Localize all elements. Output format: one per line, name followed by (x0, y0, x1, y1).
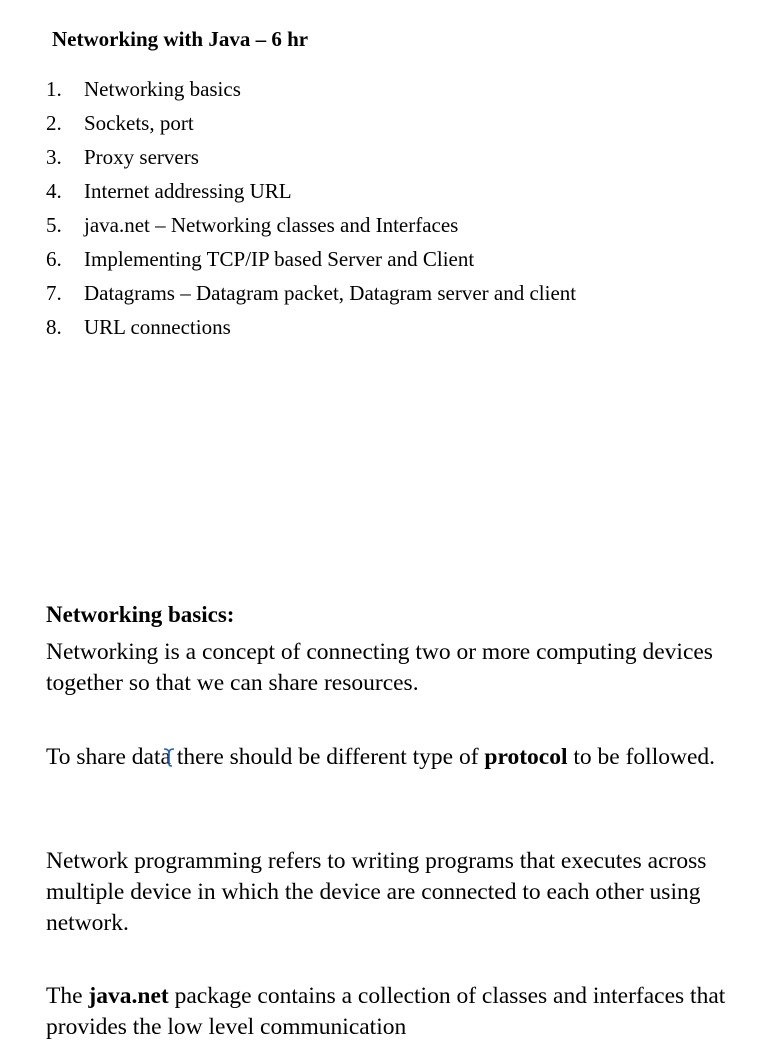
paragraph-text: To share data (46, 744, 171, 770)
list-text: Datagrams – Datagram packet, Datagram server and client (84, 281, 577, 305)
list-text: java.net – Networking classes and Interfaces (84, 213, 459, 237)
list-number: 5. (46, 213, 62, 237)
list-text: Networking basics (84, 77, 241, 101)
list-item (46, 312, 576, 346)
paragraph-java-net (46, 981, 736, 1043)
bold-term-protocol: protocol (484, 744, 568, 770)
list-text: Sockets, port (84, 111, 194, 135)
paragraph-text: The (46, 983, 89, 1009)
list-number: 8. (46, 315, 62, 339)
list-number: 4. (46, 179, 62, 203)
list-number: 7. (46, 281, 62, 305)
list-text: Proxy servers (84, 145, 199, 169)
paragraph-protocol (46, 742, 736, 773)
paragraph-text: package contains a collection of classes and interfaces that provides the low level communication (46, 983, 726, 1040)
list-number: 6. (46, 247, 62, 271)
list-number: 3. (46, 145, 62, 169)
list-text: Implementing TCP/IP based Server and Client (84, 247, 475, 271)
paragraph-network-programming: Network programming refers to writing programs that executes across multiple device in which the device are connected to each other using network. (46, 848, 707, 936)
paragraph-networking-concept: Networking is a concept of connecting two or more computing devices together so that we can share resources. (46, 639, 713, 696)
list-item (46, 142, 576, 176)
paragraph-text: to be followed. (567, 744, 716, 770)
list-item (46, 74, 576, 108)
list-item (46, 176, 576, 210)
list-number: 2. (46, 111, 62, 135)
list-item (46, 108, 576, 142)
document-title: Networking with Java – 6 hr (52, 27, 309, 51)
list-item (46, 244, 576, 278)
section-heading: Networking basics: (46, 602, 235, 627)
list-item (46, 210, 576, 244)
list-text: URL connections (84, 315, 231, 339)
list-number: 1. (46, 77, 62, 101)
bold-term-java-net: java.net (88, 983, 169, 1009)
list-item (46, 278, 576, 312)
list-text: Internet addressing URL (84, 179, 292, 203)
topic-list (46, 74, 576, 346)
paragraph-text: there should be different type of (170, 744, 485, 770)
